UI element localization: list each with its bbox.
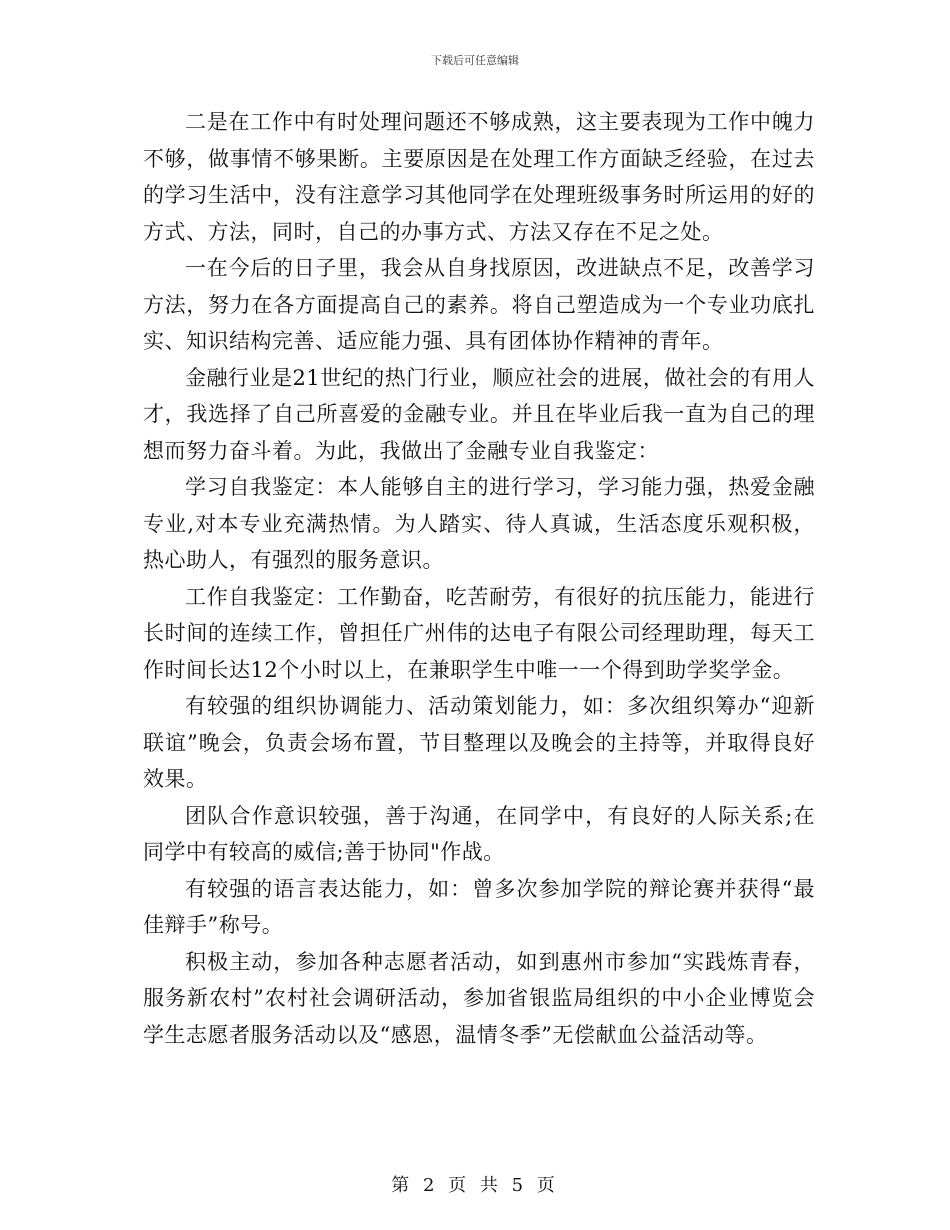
paragraph-7: 团队合作意识较强，善于沟通，在同学中，有良好的人际关系;在同学中有较高的威信;善于协同"作战。 xyxy=(143,803,815,864)
paragraph-5: 工作自我鉴定：工作勤奋，吃苦耐劳，有很好的抗压能力，能进行长时间的连续工作，曾担任广州伟的达电子有限公司经理助理，每天工作时间长达12个小时以上，在兼职学生中唯一一个得到助学奖学金。 xyxy=(143,584,815,682)
document-body xyxy=(143,104,815,1053)
paragraph-3: 金融行业是21世纪的热门行业，顺应社会的进展，做社会的有用人才，我选择了自己所喜爱的金融专业。并且在毕业后我一直为自己的理想而努力奋斗着。为此，我做出了金融专业自我鉴定： xyxy=(143,365,815,463)
paragraph-8: 有较强的语言表达能力，如：曾多次参加学院的辩论赛并获得“最佳辩手”称号。 xyxy=(143,876,815,937)
page-header: 下载后可任意编辑 xyxy=(431,54,519,67)
paragraph-1: 二是在工作中有时处理问题还不够成熟，这主要表现为工作中魄力不够，做事情不够果断。主要原因是在处理工作方面缺乏经验，在过去的学习生活中，没有注意学习其他同学在处理班级事务时所运用的好的方式、方法，同时，自己的办事方式、方法又存在不足之处。 xyxy=(143,110,815,244)
paragraph-2: 一在今后的日子里，我会从自身找原因，改进缺点不足，改善学习方法，努力在各方面提高自己的素养。将自己塑造成为一个专业功底扎实、知识结构完善、适应能力强、具有团体协作精神的青年。 xyxy=(143,256,815,353)
paragraph-6: 有较强的组织协调能力、活动策划能力，如：多次组织筹办“迎新联谊”晚会，负责会场布置，节目整理以及晚会的主持等，并取得良好效果。 xyxy=(143,694,815,791)
paragraph-9: 积极主动，参加各种志愿者活动，如到惠州市参加“实践炼青春，服务新农村”农村社会调研活动，参加省银监局组织的中小企业博览会学生志愿者服务活动以及“感恩，温情冬季”无偿献血公益活动等。 xyxy=(143,949,815,1047)
page-number-footer: 第 2 页 共 5 页 xyxy=(391,1175,559,1196)
paragraph-4: 学习自我鉴定：本人能够自主的进行学习，学习能力强，热爱金融专业,对本专业充满热情。为人踏实、待人真诚，生活态度乐观积极，热心助人，有强烈的服务意识。 xyxy=(143,475,815,572)
